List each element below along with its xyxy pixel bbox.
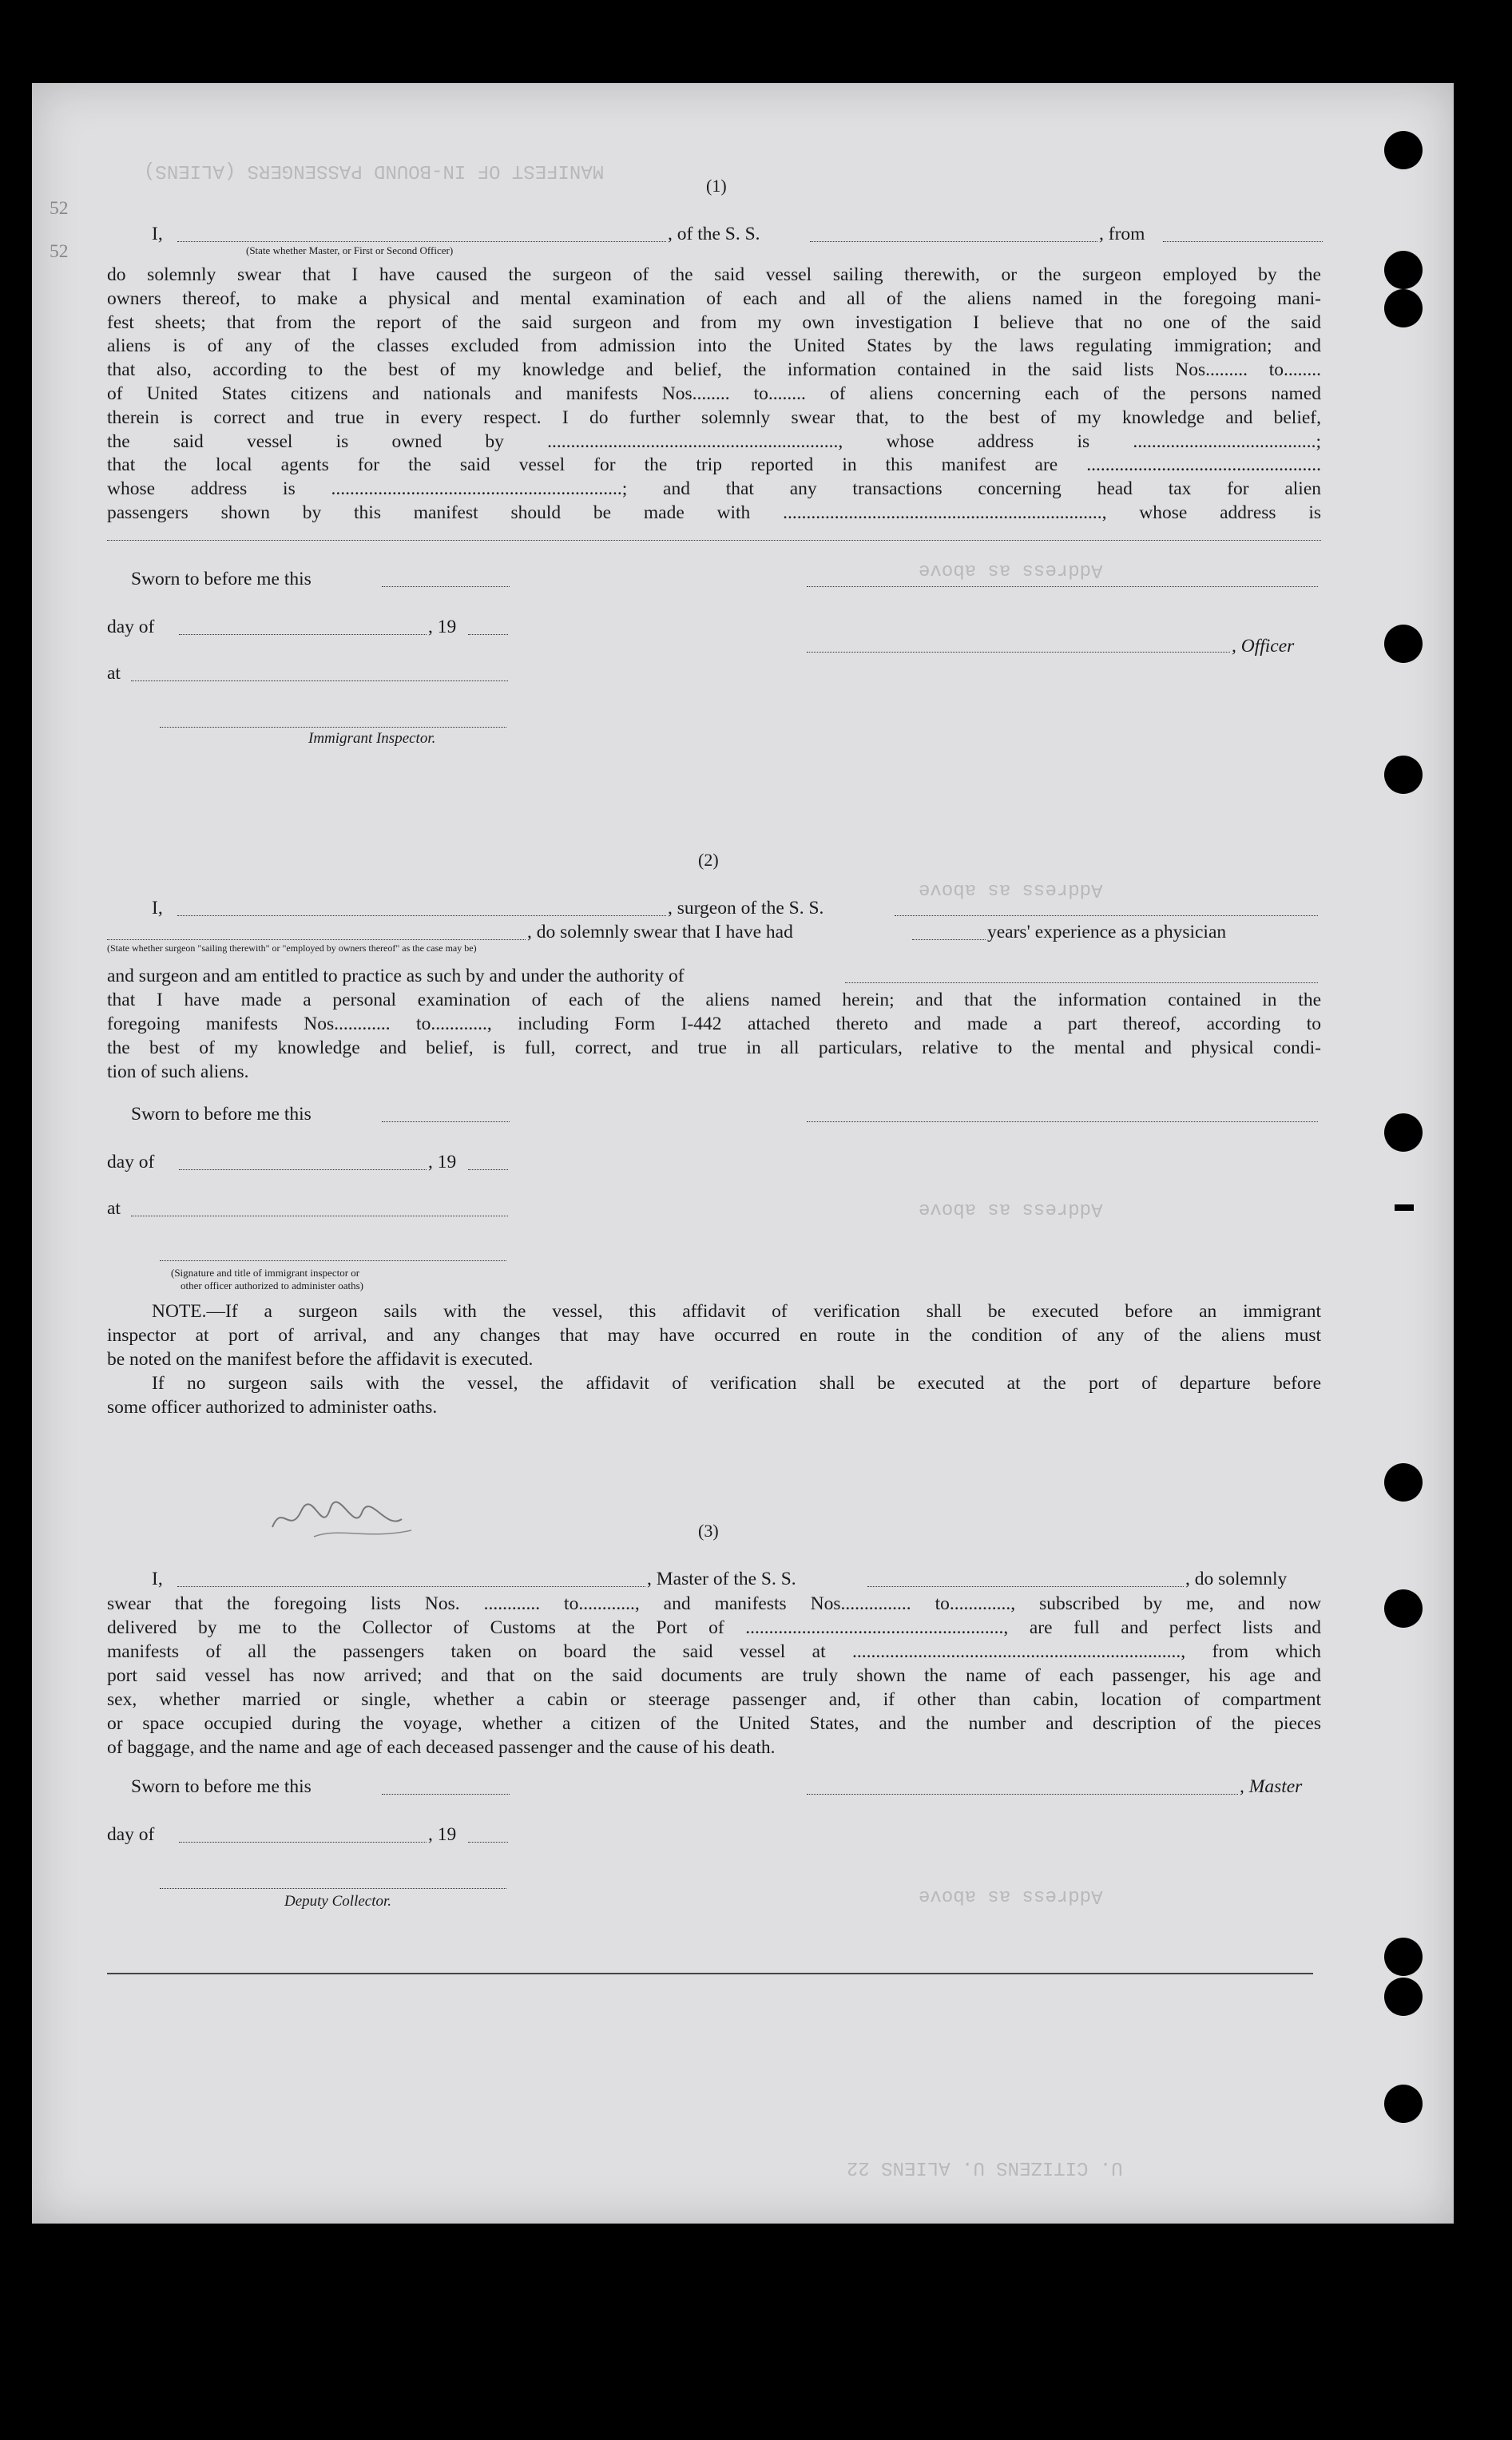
affidavit2-inspector-signature-field[interactable]	[160, 1260, 506, 1261]
paragraph-line: delivered by me to the Collector of Customs at the Port of ......................................................., are full and perfect lists and	[107, 1617, 1321, 1638]
affidavit1-inspector-label: Immigrant Inspector.	[308, 730, 436, 747]
affidavit1-of-ss: , of the S. S.	[668, 224, 760, 244]
affidavit1-i: I,	[152, 224, 163, 244]
paragraph-line: inspector at port of arrival, and any changes that may have occurred en route in the condition of any of the aliens must	[107, 1325, 1321, 1346]
affidavit2-years-field[interactable]	[912, 939, 986, 940]
paragraph-line: that the local agents for the said vessel for the trip reported in this manifest are ..................................................	[107, 454, 1321, 476]
bleed-through-text: MANIFEST OF IN-BOUND PASSENGERS (ALIENS)	[144, 160, 605, 181]
affidavit1-vessel-field[interactable]	[810, 241, 1097, 242]
paragraph-line: and surgeon and am entitled to practice as such by and under the authority of	[107, 966, 685, 986]
affidavit2-surgeon-name-field[interactable]	[107, 939, 526, 940]
paragraph-line: that I have made a personal examination of each of the aliens named herein; and that the information contained in the	[107, 990, 1321, 1010]
affidavit3-master-label: , Master	[1240, 1776, 1303, 1797]
affidavit1-year: , 19	[428, 617, 457, 637]
affidavit3-master-name-field[interactable]	[177, 1586, 645, 1587]
affidavit2-year-field[interactable]	[468, 1169, 508, 1170]
punch-hole	[1384, 289, 1423, 327]
section-number-1: (1)	[706, 176, 727, 196]
affidavit2-surgeon-of: , surgeon of the S. S.	[668, 898, 824, 918]
paragraph-line: therein is correct and true in every respect. I do further solemnly swear that, to the best of my knowledge and belief,	[107, 407, 1321, 428]
affidavit2-sig-caption-1: (Signature and title of immigrant inspector or	[171, 1267, 360, 1279]
paragraph-line: be noted on the manifest before the affidavit is executed.	[107, 1349, 534, 1370]
punch-hole	[1384, 251, 1423, 289]
affidavit3-master-of: , Master of the S. S.	[647, 1569, 796, 1589]
paragraph-line: sex, whether married or single, whether a cabin or steerage passenger and, if other than cabin, location of compartment	[107, 1689, 1321, 1710]
affidavit2-sworn: Sworn to before me this	[131, 1104, 312, 1125]
affidavit2-sig-caption-2: other officer authorized to administer oaths)	[181, 1280, 363, 1291]
punch-hole	[1384, 2085, 1423, 2123]
affidavit1-officer-label: , Officer	[1232, 636, 1295, 657]
affidavit3-i: I,	[152, 1569, 163, 1589]
affidavit2-year: , 19	[428, 1152, 457, 1172]
bottom-rule	[107, 1973, 1313, 1974]
affidavit1-officer-signature-field[interactable]	[807, 586, 1318, 587]
paragraph-line: passengers shown by this manifest should be made with ...................................................................., whose address is	[107, 502, 1321, 523]
punch-hole	[1384, 1938, 1423, 1976]
affidavit1-year-field[interactable]	[468, 634, 508, 635]
paragraph-line: manifests of all the passengers taken on board the said vessel at ......................................................................, from which	[107, 1641, 1321, 1662]
affidavit3-day-field[interactable]	[179, 1842, 427, 1843]
bleed-through-text: U. CITIZENS U. ALIENS 22	[847, 2156, 1123, 2178]
affidavit1-sworn-date-field[interactable]	[382, 586, 510, 587]
affidavit3-do-solemnly: , do solemnly	[1185, 1569, 1288, 1589]
affidavit2-day-of: day of	[107, 1152, 155, 1172]
affidavit3-year: , 19	[428, 1824, 457, 1845]
affidavit2-signature-field[interactable]	[807, 1121, 1318, 1122]
bleed-through-text: Address as above	[919, 1198, 1103, 1220]
paragraph-line: of United States citizens and nationals and manifests Nos........ to........ of aliens concerning each of the persons named	[107, 383, 1321, 404]
affidavit1-head-tax-address-field[interactable]	[107, 540, 1321, 541]
paragraph-line: the best of my knowledge and belief, is full, correct, and true in all particulars, relative to the mental and physical condi-	[107, 1037, 1321, 1058]
paragraph-line: of baggage, and the name and age of each deceased passenger and the cause of his death.	[107, 1737, 776, 1758]
paragraph-line: that also, according to the best of my knowledge and belief, the information contained in the said lists Nos......... to........	[107, 359, 1321, 381]
punch-hole	[1384, 1463, 1423, 1502]
punch-hole	[1384, 756, 1423, 794]
affidavit3-year-field[interactable]	[468, 1842, 508, 1843]
affidavit2-at: at	[107, 1198, 121, 1219]
margin-number: 52	[50, 241, 69, 262]
affidavit2-surgeon-type-field[interactable]	[177, 915, 666, 916]
margin-number: 52	[50, 198, 69, 219]
affidavit3-day-of: day of	[107, 1824, 155, 1845]
affidavit1-officer-title-field[interactable]	[177, 241, 666, 242]
punch-hole	[1384, 1113, 1423, 1152]
paragraph-line: or space occupied during the voyage, whether a citizen of the United States, and the number and description of the pieces	[107, 1713, 1321, 1734]
bleed-through-text: Address as above	[919, 559, 1103, 581]
affidavit3-sworn-date-field[interactable]	[382, 1794, 510, 1795]
paragraph-line: owners thereof, to make a physical and mental examination of each and all of the aliens named in the foregoing mani-	[107, 288, 1321, 309]
signature-scribble	[266, 1495, 418, 1543]
affidavit1-at-field[interactable]	[131, 680, 508, 681]
bleed-through-text: Address as above	[919, 879, 1103, 900]
affidavit1-day-field[interactable]	[179, 634, 427, 635]
affidavit2-years: years' experience as a physician	[987, 922, 1227, 942]
affidavit2-day-field[interactable]	[179, 1169, 427, 1170]
affidavit1-caption: (State whether Master, or First or Second Officer)	[246, 244, 454, 256]
affidavit3-vessel-field[interactable]	[867, 1586, 1184, 1587]
affidavit1-sworn: Sworn to before me this	[131, 569, 312, 589]
edge-mark	[1395, 1204, 1414, 1211]
affidavit2-sworn-date-field[interactable]	[382, 1121, 510, 1122]
punch-hole	[1384, 1589, 1423, 1628]
paragraph-line: foregoing manifests Nos............ to............, including Form I-442 attached thereto and made a part thereof, according to	[107, 1014, 1321, 1034]
affidavit3-master-signature-field[interactable]	[807, 1794, 1238, 1795]
affidavit1-inspector-signature-field[interactable]	[160, 727, 506, 728]
affidavit1-at: at	[107, 663, 121, 684]
punch-hole	[1384, 131, 1423, 169]
paragraph-line: If no surgeon sails with the vessel, the affidavit of verification shall be executed at the port of departure before	[152, 1373, 1321, 1394]
section-number-2: (2)	[698, 850, 719, 870]
paragraph-line: aliens is of any of the classes excluded from admission into the United States by the laws regulating immigration; and	[107, 335, 1321, 357]
affidavit2-do-solemnly: , do solemnly swear that I have had	[527, 922, 793, 942]
section-number-3: (3)	[698, 1521, 719, 1541]
paragraph-line: whose address is ..............................................................; and that any transactions concerning head tax for alien	[107, 478, 1321, 500]
affidavit2-authority-field[interactable]	[845, 982, 1318, 983]
bleed-through-text: Address as above	[919, 1885, 1103, 1906]
affidavit1-officer-line[interactable]	[807, 652, 1230, 653]
paragraph-line: fest sheets; that from the report of the said surgeon and from my own investigation I believe that no one of the said	[107, 311, 1321, 333]
affidavit2-i: I,	[152, 898, 163, 918]
affidavit2-vessel-field[interactable]	[895, 915, 1318, 916]
affidavit3-collector-signature-field[interactable]	[160, 1888, 506, 1889]
affidavit1-day-of: day of	[107, 617, 155, 637]
paragraph-line: do solemnly swear that I have caused the surgeon of the said vessel sailing therewith, or the surgeon employed by the	[107, 264, 1321, 285]
affidavit3-sworn: Sworn to before me this	[131, 1776, 312, 1797]
punch-hole	[1384, 625, 1423, 663]
paragraph-line: port said vessel has now arrived; and that on the said documents are truly shown the name of each passenger, his age and	[107, 1665, 1321, 1686]
affidavit1-from: , from	[1099, 224, 1145, 244]
affidavit1-from-field[interactable]	[1163, 241, 1323, 242]
affidavit2-caption: (State whether surgeon "sailing therewith" or "employed by owners thereof" as the case may be)	[107, 942, 477, 954]
punch-hole	[1384, 1978, 1423, 2016]
affidavit3-deputy-label: Deputy Collector.	[284, 1893, 392, 1910]
paragraph-line: tion of such aliens.	[107, 1061, 249, 1082]
paragraph-line: the said vessel is owned by .............................................................., whose address is .......................................;	[107, 430, 1321, 452]
paragraph-line: NOTE.—If a surgeon sails with the vessel, this affidavit of verification shall be executed before an immigrant	[152, 1301, 1321, 1322]
paragraph-line: some officer authorized to administer oaths.	[107, 1397, 438, 1418]
paragraph-line: swear that the foregoing lists Nos. ............ to............, and manifests Nos............... to............., subscribed by me, and now	[107, 1593, 1321, 1614]
